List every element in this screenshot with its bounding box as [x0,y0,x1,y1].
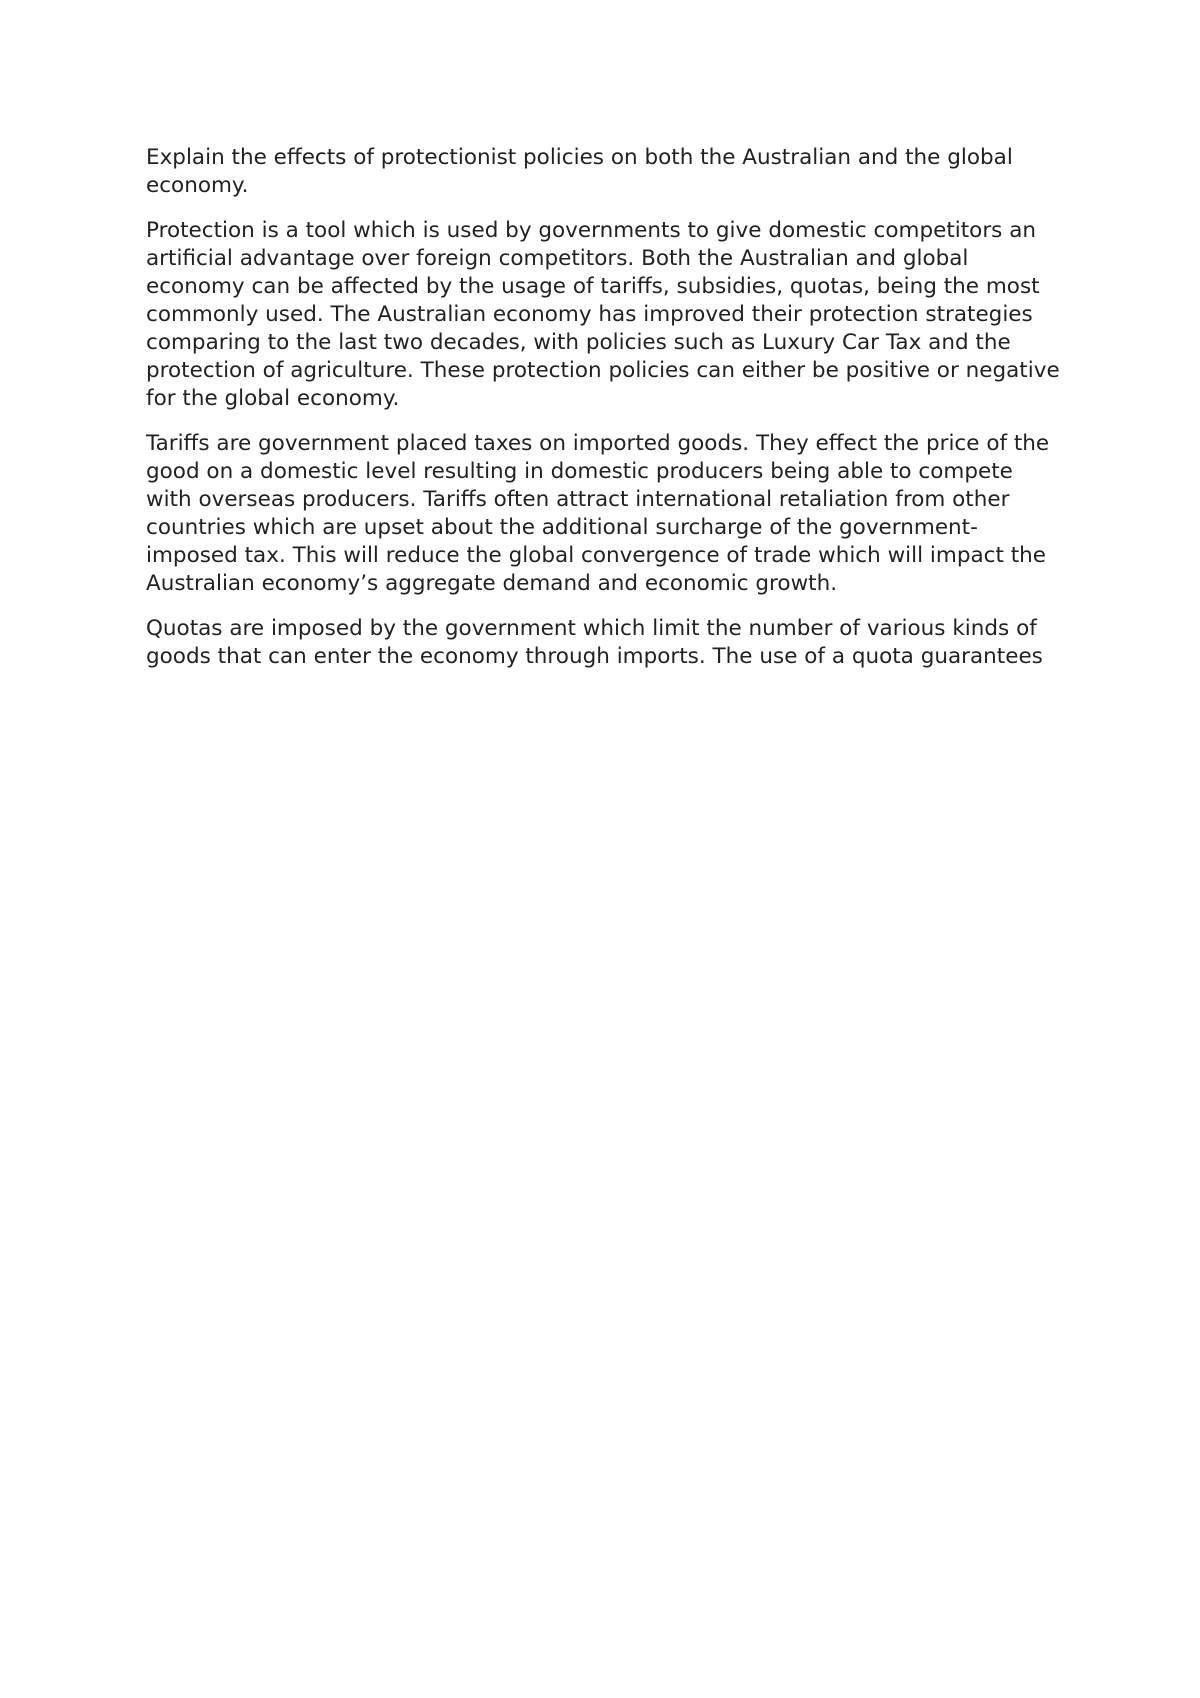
paragraph-protection: Protection is a tool which is used by governments to give domestic competitors an artificial advantage over foreign competitors. Both the Australian and global economy can be affected by the usage of tariffs, subsidies, quotas, being the most commonly used. The Australian economy has improved their protection strategies comparing to the last two decades, with policies such as Luxury Car Tax and the protection of agriculture. These protection policies can either be positive or negative for the global economy. [146,218,1060,411]
document-body [146,144,1064,688]
essay-question: Explain the effects of protectionist policies on both the Australian and the global economy. [146,145,1013,198]
paragraph-quotas: Quotas are imposed by the government which limit the number of various kinds of goods that can enter the economy through imports. The use of a quota guarantees [146,616,1043,669]
paragraph-tariffs: Tariffs are government placed taxes on imported goods. They effect the price of the good on a domestic level resulting in domestic producers being able to compete with overseas producers. Tariffs often attract international retaliation from other countries which are upset about the additional surcharge of the government-imposed tax. This will reduce the global convergence of trade which will impact the Australian economy’s aggregate demand and economic growth. [146,431,1050,596]
